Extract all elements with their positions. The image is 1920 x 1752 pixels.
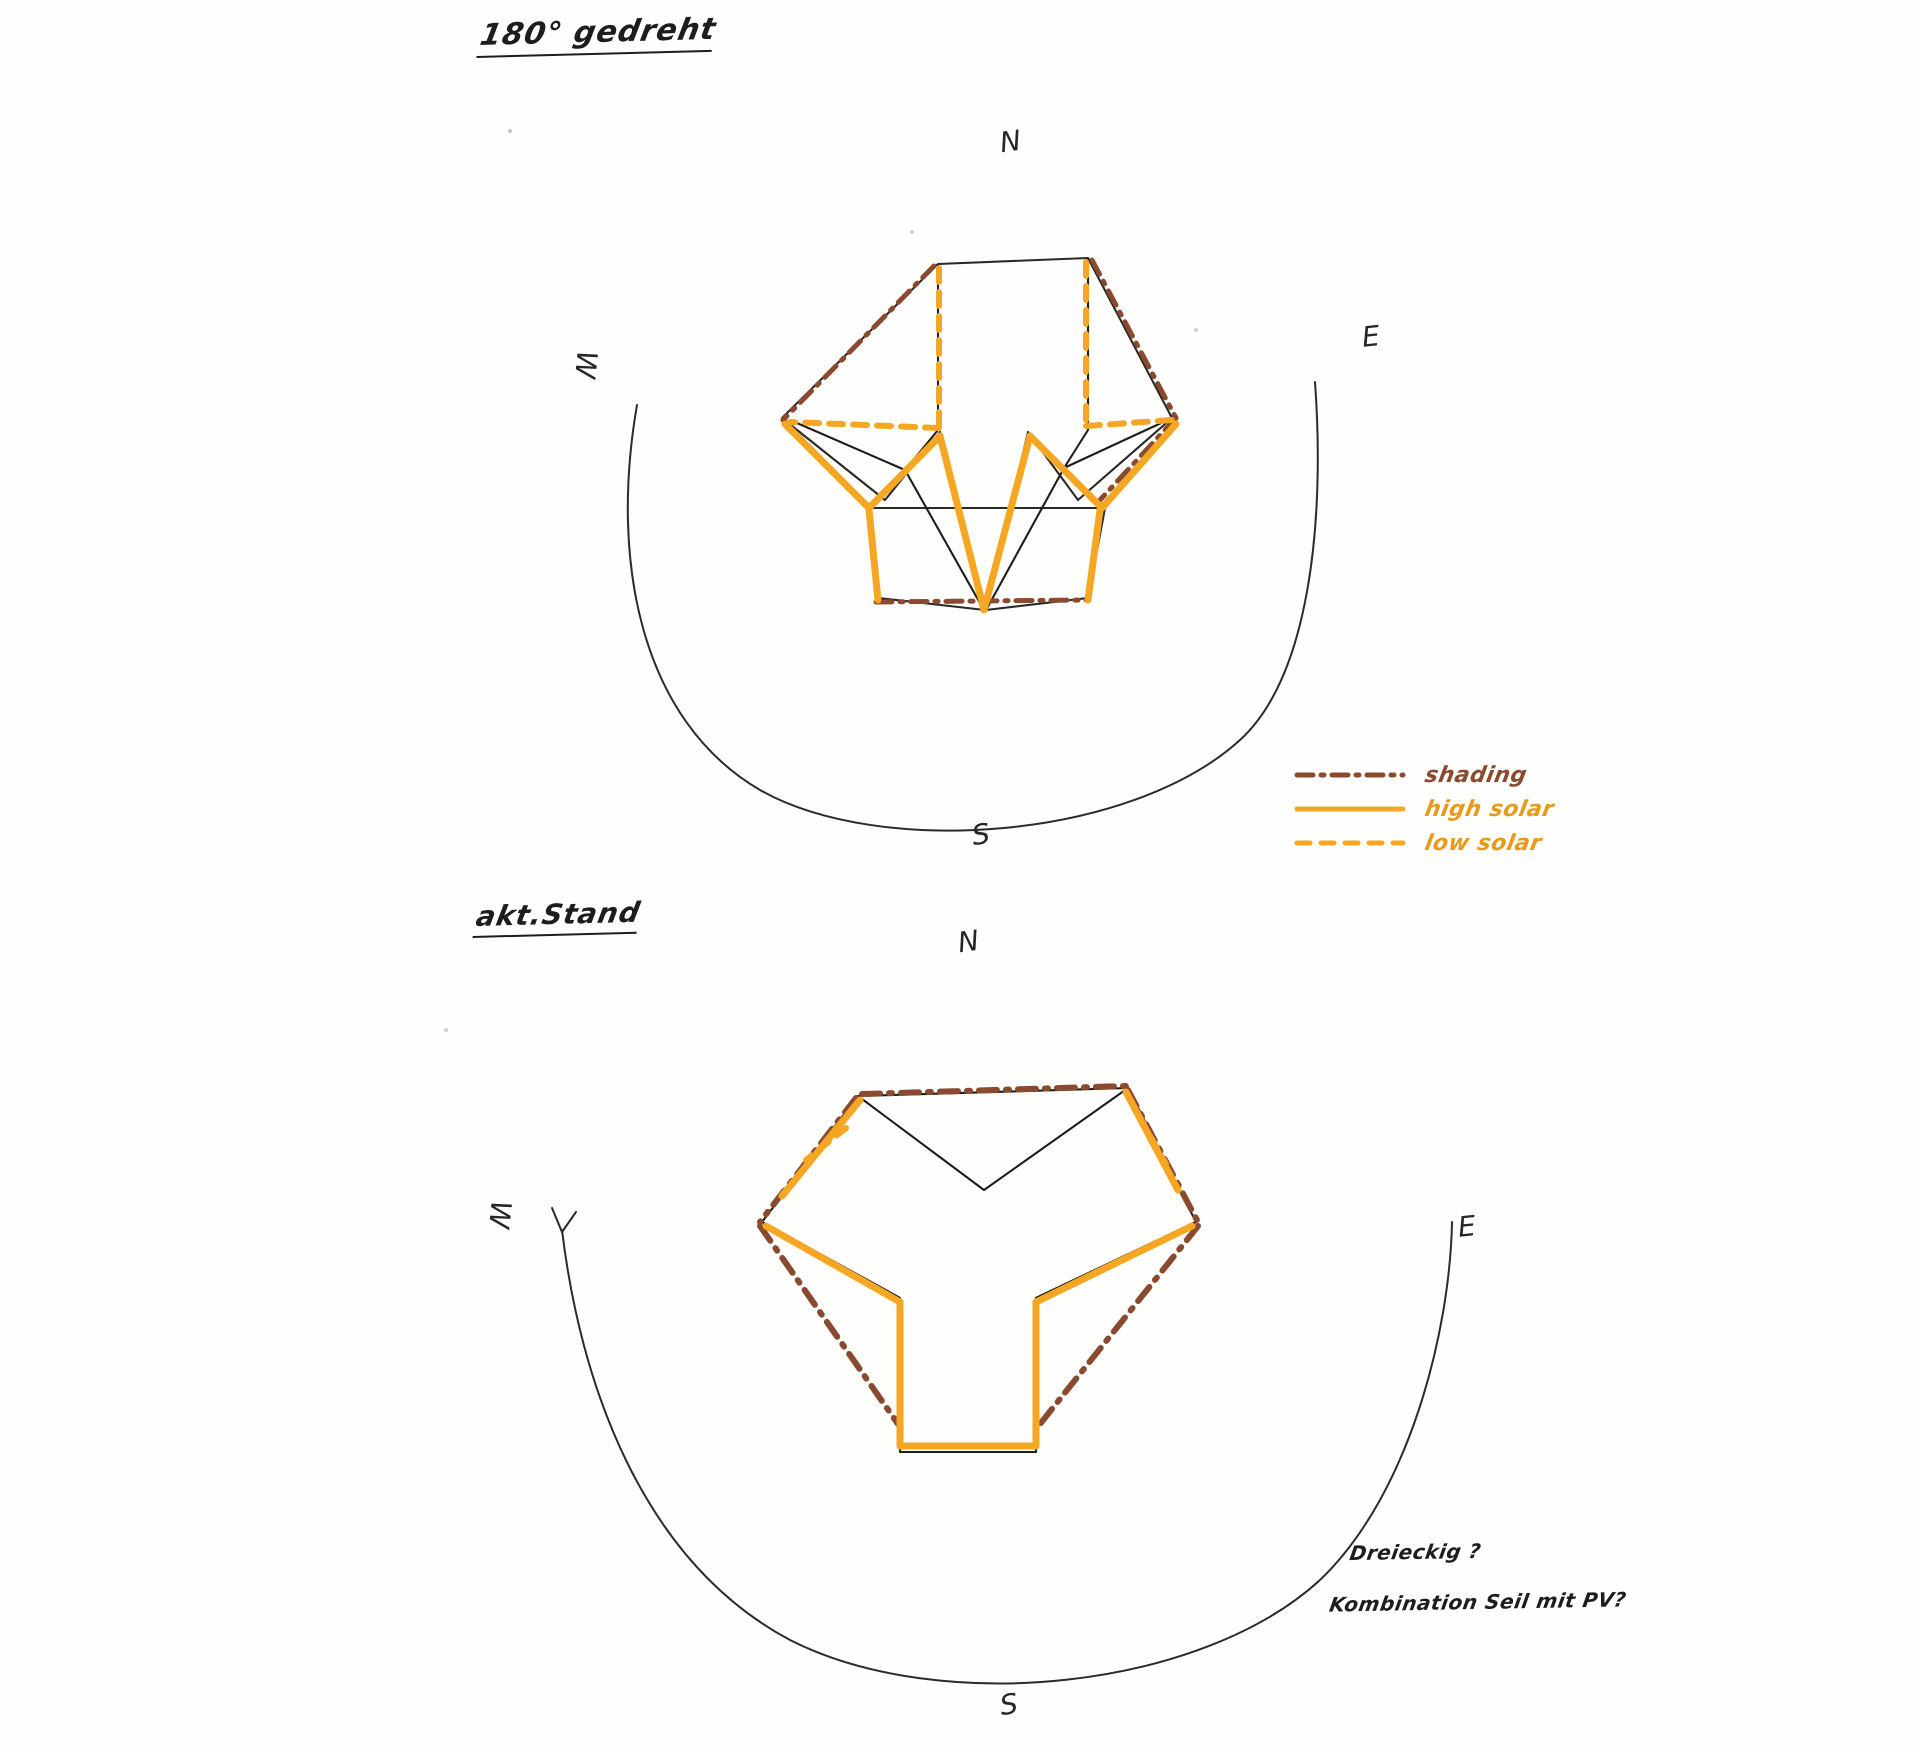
top-high-solar-se [1102,424,1176,508]
top-building-outline [782,258,1172,610]
top-high-solar-center-right [984,436,1030,610]
bottom-compass-west: W [481,1199,518,1230]
legend-swatch-shading [1295,767,1405,783]
bottom-compass-south: S [997,1686,1020,1723]
note-rope-pv: Kombination Seil mit PV? [1327,1587,1629,1617]
top-low-solar-diag-nw [790,422,939,428]
top-diagram-title: 180° gedreht [476,12,719,58]
top-sun-path-arc [628,382,1318,831]
top-shading-edge-e-lower [1100,418,1176,500]
top-high-solar-w-inner [869,436,940,508]
paper-speck [444,1028,448,1032]
top-compass-north: N [997,123,1024,160]
top-high-solar-base-right [1088,510,1100,600]
legend-item-high-solar [1295,794,1554,824]
bottom-compass-east: E [1456,1209,1478,1244]
legend-item-low-solar [1295,828,1554,858]
note-triangular: Dreieckig ? [1347,1538,1483,1566]
legend-label-shading: shading [1422,762,1530,788]
top-compass-south: S [969,816,992,853]
paper-speck [910,230,914,234]
bottom-compass-north: N [955,923,982,960]
top-compass-east: E [1360,319,1382,354]
bottom-shading-edge-north [862,1086,1126,1094]
paper-speck [1194,328,1198,332]
top-shading-edge-ne [1092,260,1176,418]
bottom-shading-edge-se [1040,1226,1198,1424]
bottom-diagram-title: akt.Stand [472,896,643,938]
legend [1295,760,1554,862]
legend-swatch-high-solar [1295,801,1405,817]
top-compass-west: W [567,349,604,380]
legend-item-shading [1295,760,1554,790]
legend-swatch-low-solar [1295,835,1405,851]
paper-speck [508,129,512,133]
top-high-solar-base-left [869,510,878,600]
bottom-high-solar-nw-edge [782,1100,860,1196]
top-high-solar-e-inner [1030,436,1102,508]
bottom-arc-arrowhead-icon [552,1208,576,1232]
top-high-solar-center-left [940,436,984,610]
legend-label-low-solar: low solar [1422,830,1544,856]
legend-label-high-solar: high solar [1422,796,1556,822]
bottom-shading-edge-sw [760,1226,898,1424]
bottom-high-solar-ne-edge [1126,1092,1178,1190]
